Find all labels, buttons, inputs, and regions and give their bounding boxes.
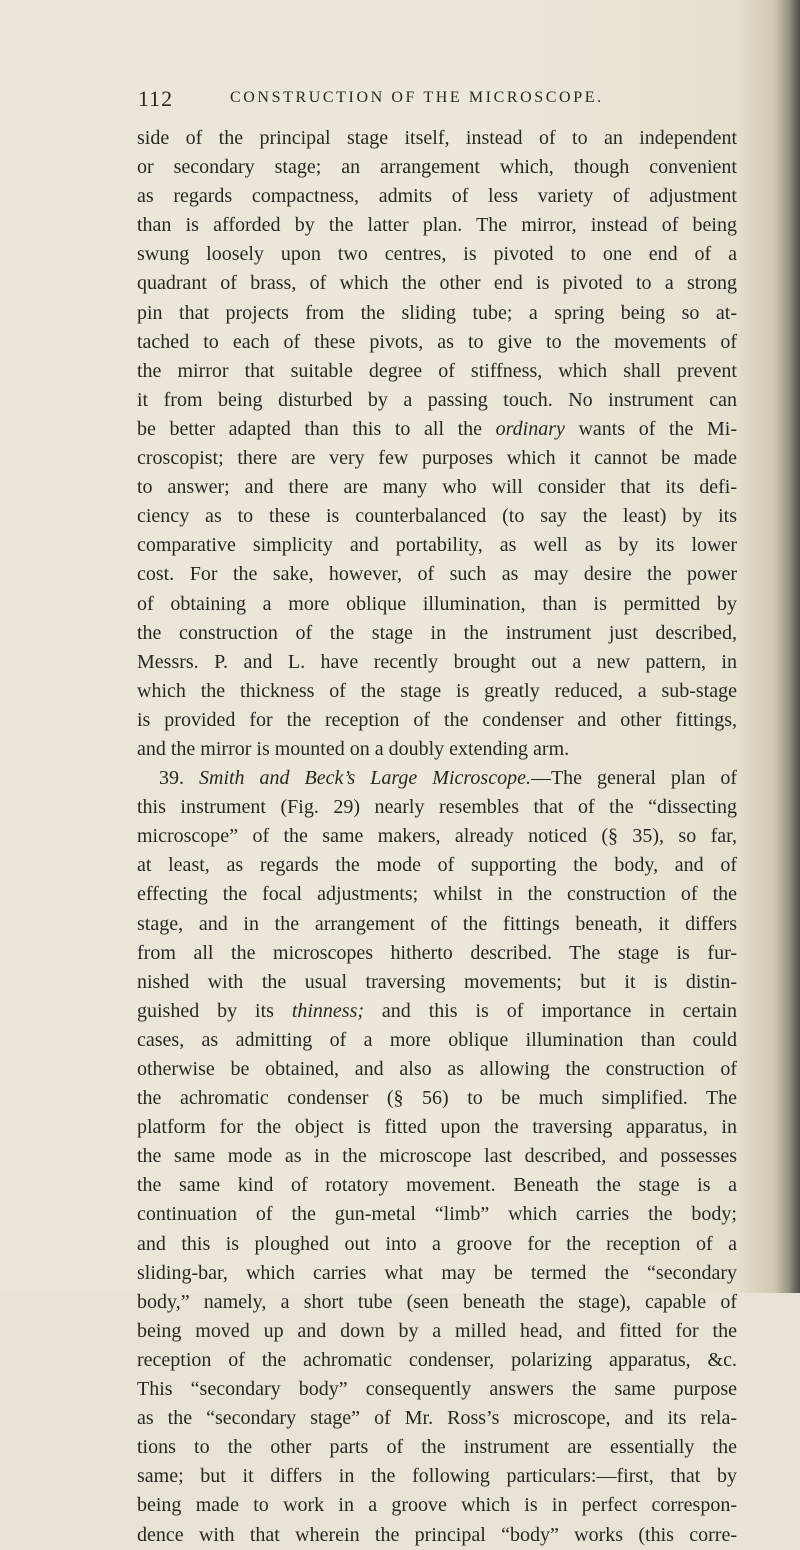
text-line: at least, as regards the mode of supporting the body, and of bbox=[137, 854, 737, 877]
text-line: cases, as admitting of a more oblique illumination than could bbox=[137, 1028, 737, 1051]
text-line: tions to the other parts of the instrument are essentially the bbox=[137, 1436, 737, 1459]
text-line-start: be better adapted than this to all the bbox=[137, 417, 483, 440]
text-line-tail: —The general plan of bbox=[530, 767, 737, 790]
text-line: or secondary stage; an arrangement which, though convenient bbox=[137, 156, 737, 179]
text-line: the same mode as in the microscope last described, and possesses bbox=[137, 1145, 737, 1168]
page-number: 112 bbox=[138, 86, 174, 111]
text-line: platform for the object is fitted upon the traversing apparatus, in bbox=[137, 1116, 737, 1139]
text-line: dence with that wherein the principal “body” works (this corre- bbox=[137, 1523, 737, 1546]
page-header bbox=[138, 86, 738, 112]
text-line: as the “secondary stage” of Mr. Ross’s microscope, and its rela- bbox=[137, 1407, 737, 1430]
running-head: CONSTRUCTION OF THE MICROSCOPE. bbox=[230, 89, 604, 106]
text-line: otherwise be obtained, and also as allowing the construction of bbox=[137, 1058, 737, 1080]
text-line: is provided for the reception of the condenser and other fittings, bbox=[137, 708, 737, 731]
text-line: reception of the achromatic condenser, polarizing apparatus, &c. bbox=[137, 1348, 737, 1371]
page-edge-shadow bbox=[774, 0, 800, 1293]
text-line: and the mirror is mounted on a doubly extending arm. bbox=[137, 737, 570, 760]
text-line-tail: and this is of importance in certain bbox=[364, 999, 737, 1022]
text-line: the achromatic condenser (§ 56) to be much simplified. The bbox=[137, 1087, 737, 1110]
text-line: than is afforded by the latter plan. The mirror, instead of being bbox=[137, 214, 737, 237]
text-line: it from being disturbed by a passing touch. No instrument can bbox=[137, 388, 737, 411]
text-line: nished with the usual traversing movements; but it is distin- bbox=[137, 970, 737, 993]
text-line bbox=[137, 997, 737, 1026]
text-line: stage, and in the arrangement of the fittings beneath, it differs bbox=[137, 912, 737, 935]
text-line: same; but it differs in the following particulars:—first, that by bbox=[137, 1465, 737, 1488]
text-line: being moved up and down by a milled head, and fitted for the bbox=[137, 1319, 737, 1342]
text-line: as regards compactness, admits of less variety of adjustment bbox=[137, 185, 737, 208]
text-line bbox=[137, 415, 737, 444]
text-line: the mirror that suitable degree of stiffness, which shall prevent bbox=[137, 359, 737, 382]
text-line: and this is ploughed out into a groove for the reception of a bbox=[137, 1232, 737, 1255]
text-line-start: guished by its bbox=[137, 999, 274, 1022]
text-line: This “secondary body” consequently answers the same purpose bbox=[137, 1378, 737, 1401]
text-line: which the thickness of the stage is greatly reduced, a sub-stage bbox=[137, 679, 737, 702]
section-number: 39. bbox=[159, 767, 184, 790]
text-line: side of the principal stage itself, instead of to an independent bbox=[137, 127, 737, 149]
text-line: pin that projects from the sliding tube; a spring being so at- bbox=[137, 301, 737, 324]
text-line: croscopist; there are very few purposes which it cannot be made bbox=[137, 447, 737, 470]
italic-word: thinness; bbox=[291, 999, 365, 1022]
text-line: continuation of the gun-metal “limb” which carries the body; bbox=[137, 1203, 737, 1226]
text-line: being made to work in a groove which is in perfect correspon- bbox=[137, 1494, 737, 1517]
text-line-tail: wants of the Mi- bbox=[564, 417, 737, 440]
text-line: ciency as to these is counterbalanced (to say the least) by its bbox=[137, 505, 737, 528]
body-text bbox=[137, 124, 737, 1550]
text-line: to answer; and there are many who will consider that its defi- bbox=[137, 476, 737, 499]
text-line: tached to each of these pivots, as to give to the movements of bbox=[137, 330, 737, 353]
text-line: the construction of the stage in the instrument just described, bbox=[137, 621, 737, 644]
text-line: comparative simplicity and portability, as well as by its lower bbox=[137, 534, 737, 557]
text-line: effecting the focal adjustments; whilst in the construction of the bbox=[137, 883, 737, 906]
section-heading-line bbox=[137, 764, 737, 793]
text-line: the same kind of rotatory movement. Beneath the stage is a bbox=[137, 1174, 737, 1197]
section-title: Smith and Beck’s Large Microscope. bbox=[199, 767, 531, 790]
text-line: microscope” of the same makers, already noticed (§ 35), so far, bbox=[137, 825, 737, 848]
text-line: sliding-bar, which carries what may be termed the “secondary bbox=[137, 1261, 737, 1284]
text-line: this instrument (Fig. 29) nearly resembles that of the “dissecting bbox=[137, 796, 737, 819]
italic-word: ordinary bbox=[495, 417, 565, 440]
text-line: cost. For the sake, however, of such as may desire the power bbox=[137, 563, 737, 586]
text-line: quadrant of brass, of which the other end is pivoted to a strong bbox=[137, 272, 737, 295]
text-line: from all the microscopes hitherto described. The stage is fur- bbox=[137, 941, 737, 964]
text-line: Messrs. P. and L. have recently brought out a new pattern, in bbox=[137, 650, 737, 673]
text-line: of obtaining a more oblique illumination, than is permitted by bbox=[137, 592, 737, 615]
text-line: body,” namely, a short tube (seen beneath the stage), capable of bbox=[137, 1290, 737, 1313]
text-line: swung loosely upon two centres, is pivoted to one end of a bbox=[137, 243, 737, 266]
